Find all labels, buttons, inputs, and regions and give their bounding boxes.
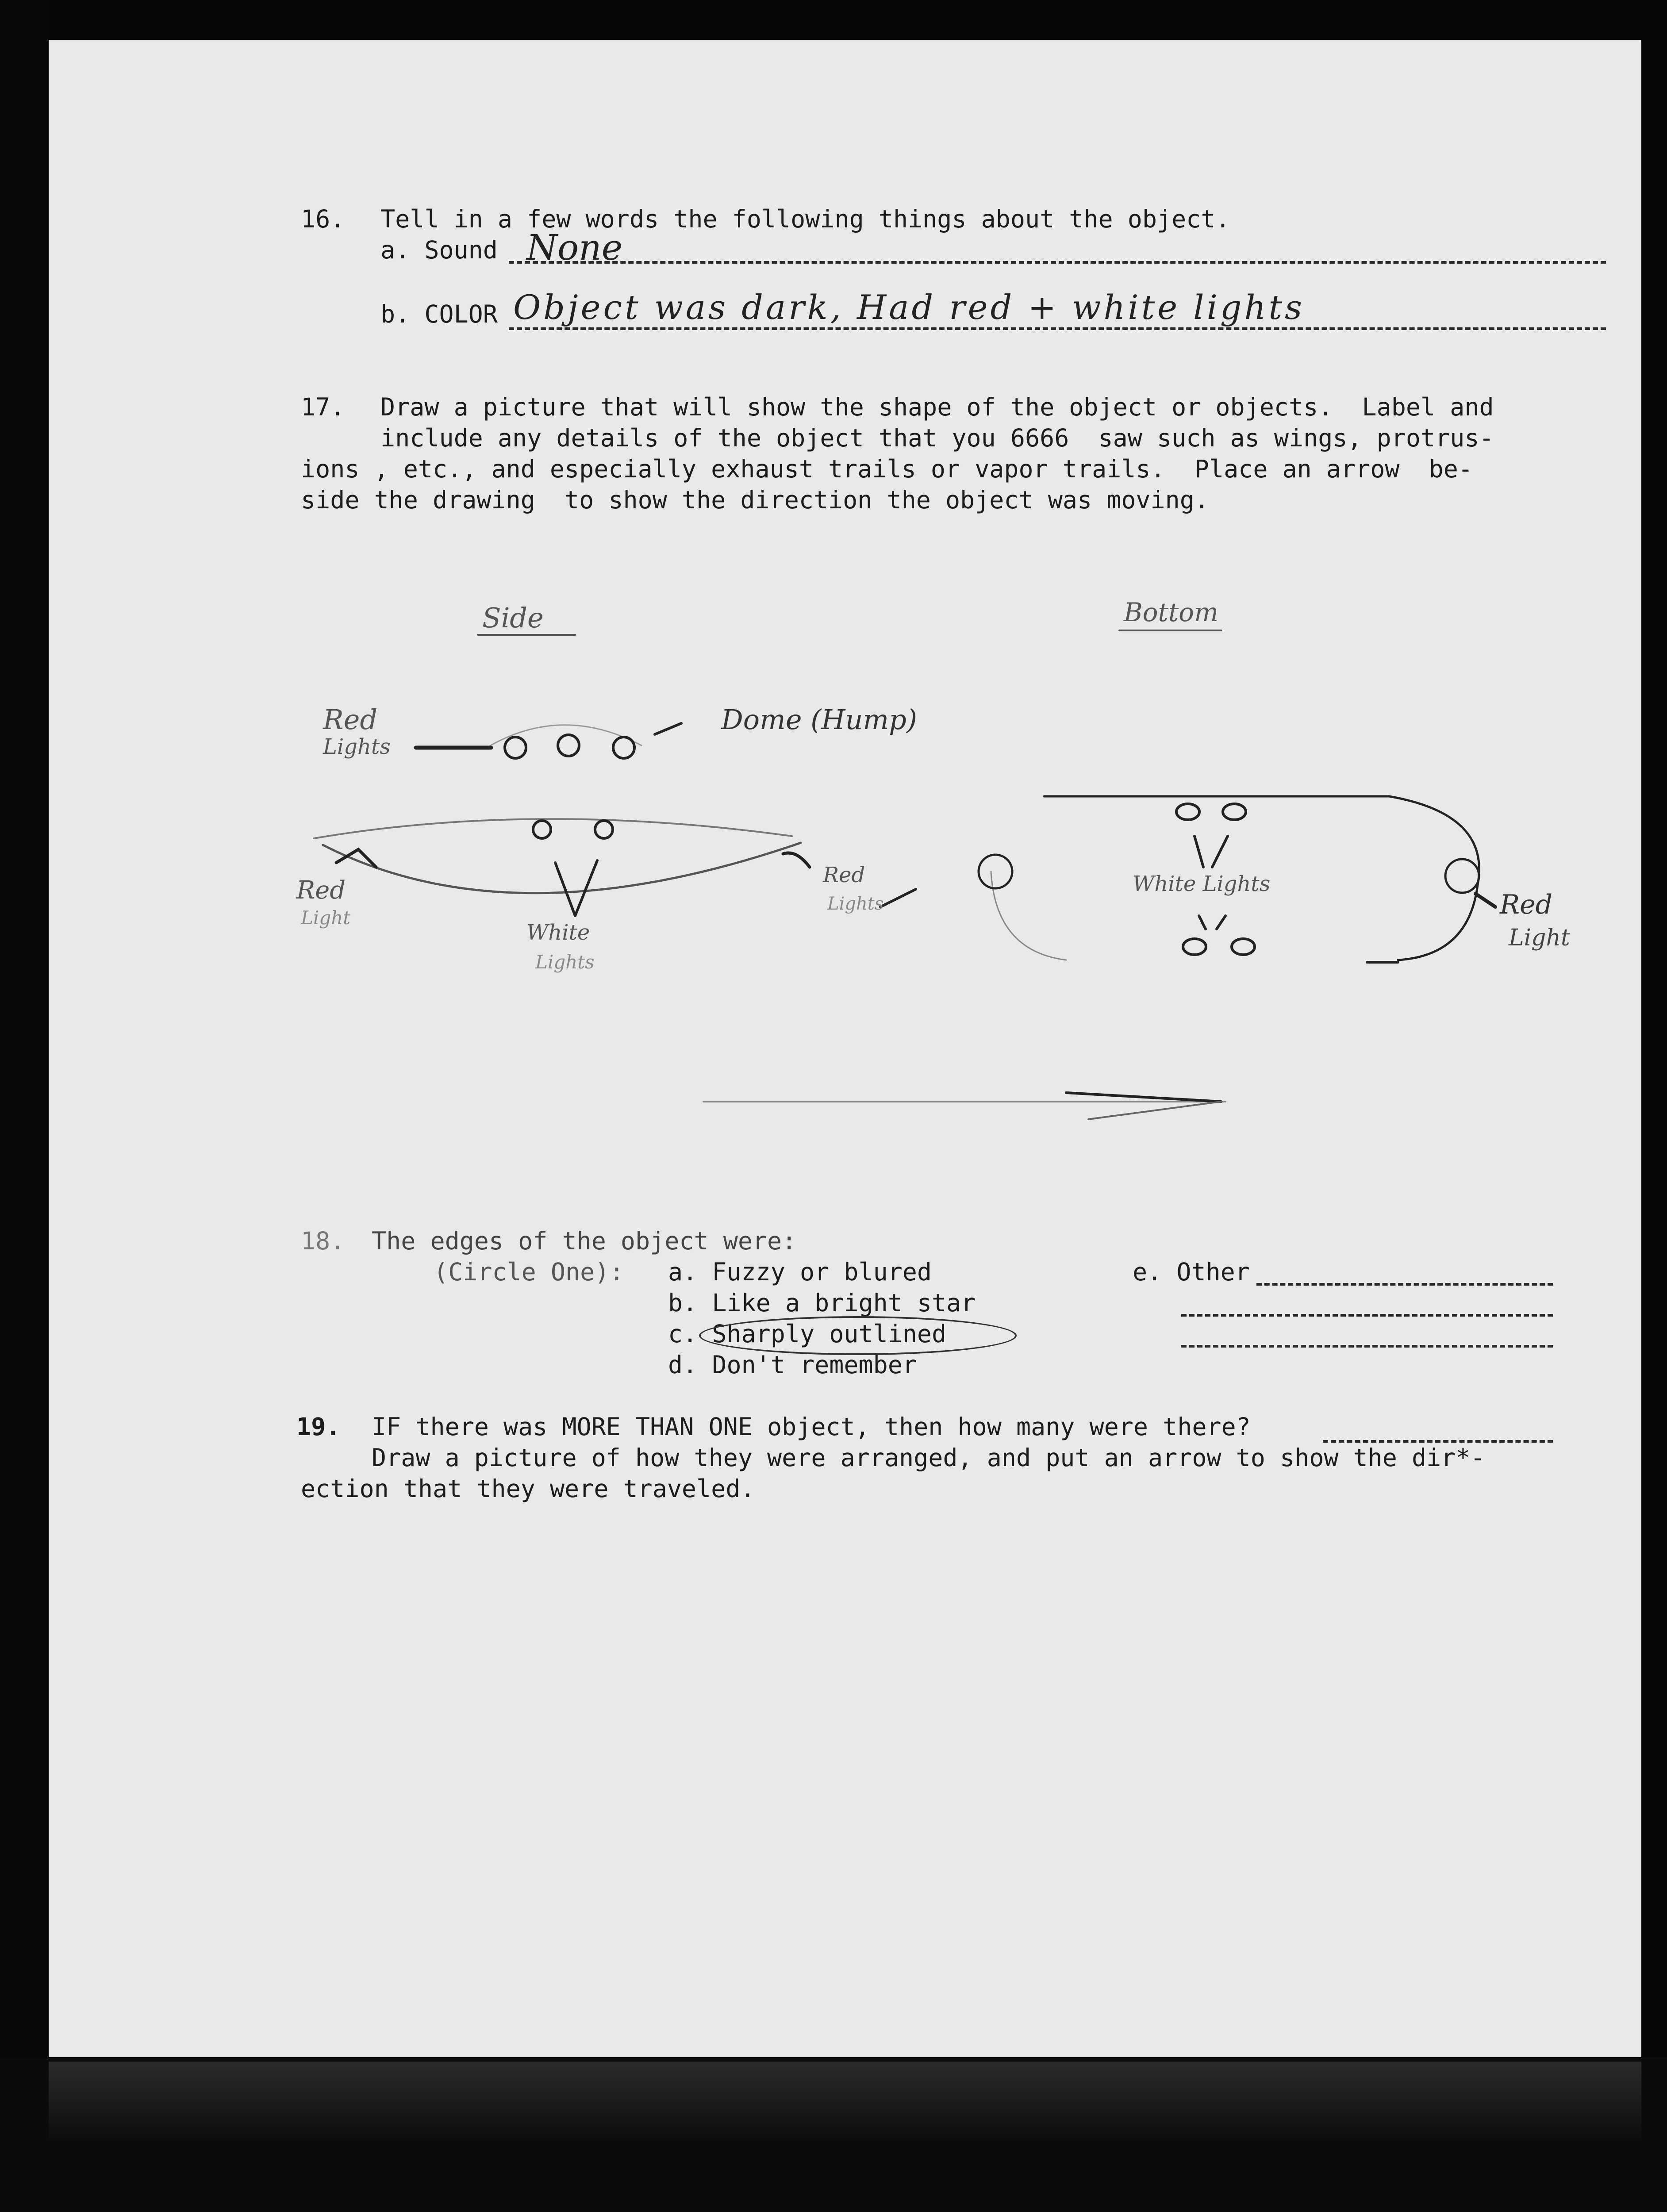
q18-option-d: d. Don't remember <box>668 1351 917 1379</box>
q18-option-c: c. Sharply outlined <box>668 1320 947 1348</box>
bottom-outline-left <box>991 872 1066 960</box>
red-lights-left-label-1: Red <box>323 703 378 736</box>
dome-label: Dome (Hump) <box>721 703 918 736</box>
side-white-light-2 <box>595 821 613 838</box>
bottom-right-pointer <box>1475 894 1495 907</box>
white-lights-side-label-2: Lights <box>535 951 595 973</box>
red-light-right-label-2: Light <box>1509 925 1570 951</box>
bottom-white-light-1 <box>1176 804 1199 820</box>
film-border-left <box>0 0 49 2212</box>
bottom-heading: Bottom <box>1124 597 1219 627</box>
dome-light-2 <box>558 735 579 756</box>
side-heading: Side <box>482 602 544 634</box>
q16-number: 16. <box>301 205 345 233</box>
q19-number: 19. <box>296 1413 341 1441</box>
dome-light-3 <box>613 737 634 758</box>
side-white-pointer-1 <box>555 863 575 916</box>
q19-line-3: ection that they were traveled. <box>301 1475 755 1503</box>
white-lights-bottom-label: White Lights <box>1133 872 1271 896</box>
side-white-light-1 <box>533 821 551 838</box>
rear-pointer <box>880 889 916 907</box>
dome-light-1 <box>505 737 526 758</box>
object-sketch <box>49 40 1641 2057</box>
direction-arrow-head-bottom <box>1088 1102 1221 1119</box>
rear-light-mark <box>783 853 810 867</box>
q18-other-line-1 <box>1256 1283 1553 1286</box>
bottom-white-light-2 <box>1223 804 1246 820</box>
q16-color-label: b. COLOR <box>380 300 498 328</box>
red-light-right-label-1: Red <box>1500 889 1553 920</box>
bottom-white-pointer-3 <box>1199 916 1206 929</box>
q19-line-1: IF there was MORE THAN ONE object, then how many were there? <box>372 1413 1251 1441</box>
q17-line-4: side the drawing to show the direction the object was moving. <box>301 486 1209 514</box>
q18-number: 18. <box>301 1227 345 1255</box>
bottom-left-light <box>979 855 1012 888</box>
q16-sound-answer: None <box>526 227 623 268</box>
bottom-white-pointer-1 <box>1195 836 1203 867</box>
white-lights-side-label-1: White <box>526 920 590 945</box>
direction-arrow-head-top <box>1066 1093 1221 1102</box>
q17-line-1: Draw a picture that will show the shape of the object or objects. Label and <box>380 393 1494 421</box>
bottom-white-pointer-4 <box>1217 916 1225 929</box>
q18-option-a: a. Fuzzy or blured <box>668 1258 932 1286</box>
bottom-white-light-3 <box>1183 939 1206 955</box>
red-light-front-label-2: Light <box>301 907 351 929</box>
next-sheet-edge <box>49 2062 1641 2141</box>
q17-line-2: include any details of the object that you 6666 saw such as wings, protrus- <box>380 424 1494 452</box>
dome-pointer <box>655 723 681 734</box>
side-white-pointer-2 <box>575 860 597 916</box>
q18-option-b: b. Like a bright star <box>668 1289 976 1317</box>
q18-prompt: The edges of the object were: <box>372 1227 797 1255</box>
bottom-white-light-4 <box>1232 939 1255 955</box>
red-light-front-label-1: Red <box>296 876 346 905</box>
side-hull-top <box>314 819 792 838</box>
red-lights-rear-label-2: Lights <box>827 894 884 914</box>
red-lights-rear-label-1: Red <box>823 863 865 887</box>
q16-prompt: Tell in a few words the following things about the object. <box>380 205 1230 233</box>
q16-sound-label: a. Sound <box>380 236 498 264</box>
q16-color-answer: Object was dark, Had red + white lights <box>513 288 1305 327</box>
q17-number: 17. <box>301 393 345 421</box>
form-page <box>49 40 1641 2057</box>
q17-line-3: ions , etc., and especially exhaust trails or vapor trails. Place an arrow be- <box>301 455 1473 483</box>
bottom-right-light <box>1445 859 1479 893</box>
red-lights-left-label-2: Lights <box>323 734 391 759</box>
bottom-white-pointer-2 <box>1212 836 1228 867</box>
q18-other-label: e. Other <box>1133 1258 1250 1286</box>
q19-line-2: Draw a picture of how they were arranged, and put an arrow to show the dir*- <box>372 1444 1485 1472</box>
q18-other-line-2 <box>1181 1314 1553 1317</box>
side-hull-bottom <box>323 843 801 893</box>
q18-other-line-3 <box>1181 1345 1553 1348</box>
q18-instruction: (Circle One): <box>434 1258 624 1286</box>
